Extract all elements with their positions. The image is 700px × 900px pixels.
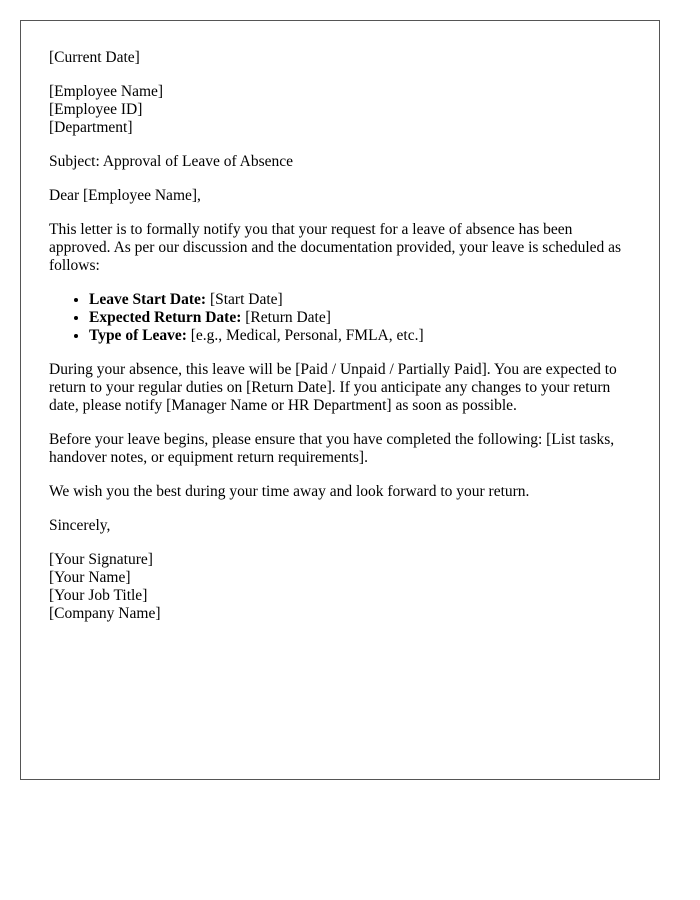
signature-block bbox=[49, 551, 631, 623]
leave-detail-item bbox=[89, 327, 631, 345]
recipient-department: [Department] bbox=[49, 119, 133, 136]
recipient-block bbox=[49, 83, 631, 137]
recipient-name: [Employee Name] bbox=[49, 83, 164, 100]
letter-page bbox=[20, 20, 660, 780]
absence-paragraph: During your absence, this leave will be [Paid / Unpaid / Partially Paid]. You are expected to return to your regular duties on [Return Date]. If you anticipate any changes to your return date, please notify [Manager Name or HR Department] as soon as possible. bbox=[49, 361, 617, 414]
wishes-paragraph: We wish you the best during your time away and look forward to your return. bbox=[49, 483, 530, 500]
leave-detail-item bbox=[89, 291, 631, 309]
leave-type-label: Type of Leave: bbox=[89, 327, 187, 344]
leave-start-label: Leave Start Date: bbox=[89, 291, 207, 308]
return-date-value: [Return Date] bbox=[241, 309, 331, 326]
signature-line: [Your Signature] bbox=[49, 551, 153, 568]
letter-subject: Subject: Approval of Leave of Absence bbox=[49, 153, 294, 170]
letter-date: [Current Date] bbox=[49, 49, 140, 66]
return-date-label: Expected Return Date: bbox=[89, 309, 242, 326]
leave-start-value: [Start Date] bbox=[206, 291, 283, 308]
letter-intro: This letter is to formally notify you that your request for a leave of absence has been approved. As per our discussion and the documentation provided, your leave is scheduled as follows: bbox=[49, 221, 622, 274]
letter-salutation: Dear [Employee Name], bbox=[49, 187, 201, 204]
before-leave-paragraph: Before your leave begins, please ensure that you have completed the following: [List tasks, handover notes, or equipment return requirements]. bbox=[49, 431, 615, 466]
signer-name: [Your Name] bbox=[49, 569, 131, 586]
leave-type-value: [e.g., Medical, Personal, FMLA, etc.] bbox=[186, 327, 424, 344]
signer-company: [Company Name] bbox=[49, 605, 161, 622]
leave-details-list bbox=[49, 291, 631, 345]
leave-detail-item bbox=[89, 309, 631, 327]
letter-closing: Sincerely, bbox=[49, 517, 111, 534]
recipient-id: [Employee ID] bbox=[49, 101, 143, 118]
signer-title: [Your Job Title] bbox=[49, 587, 148, 604]
